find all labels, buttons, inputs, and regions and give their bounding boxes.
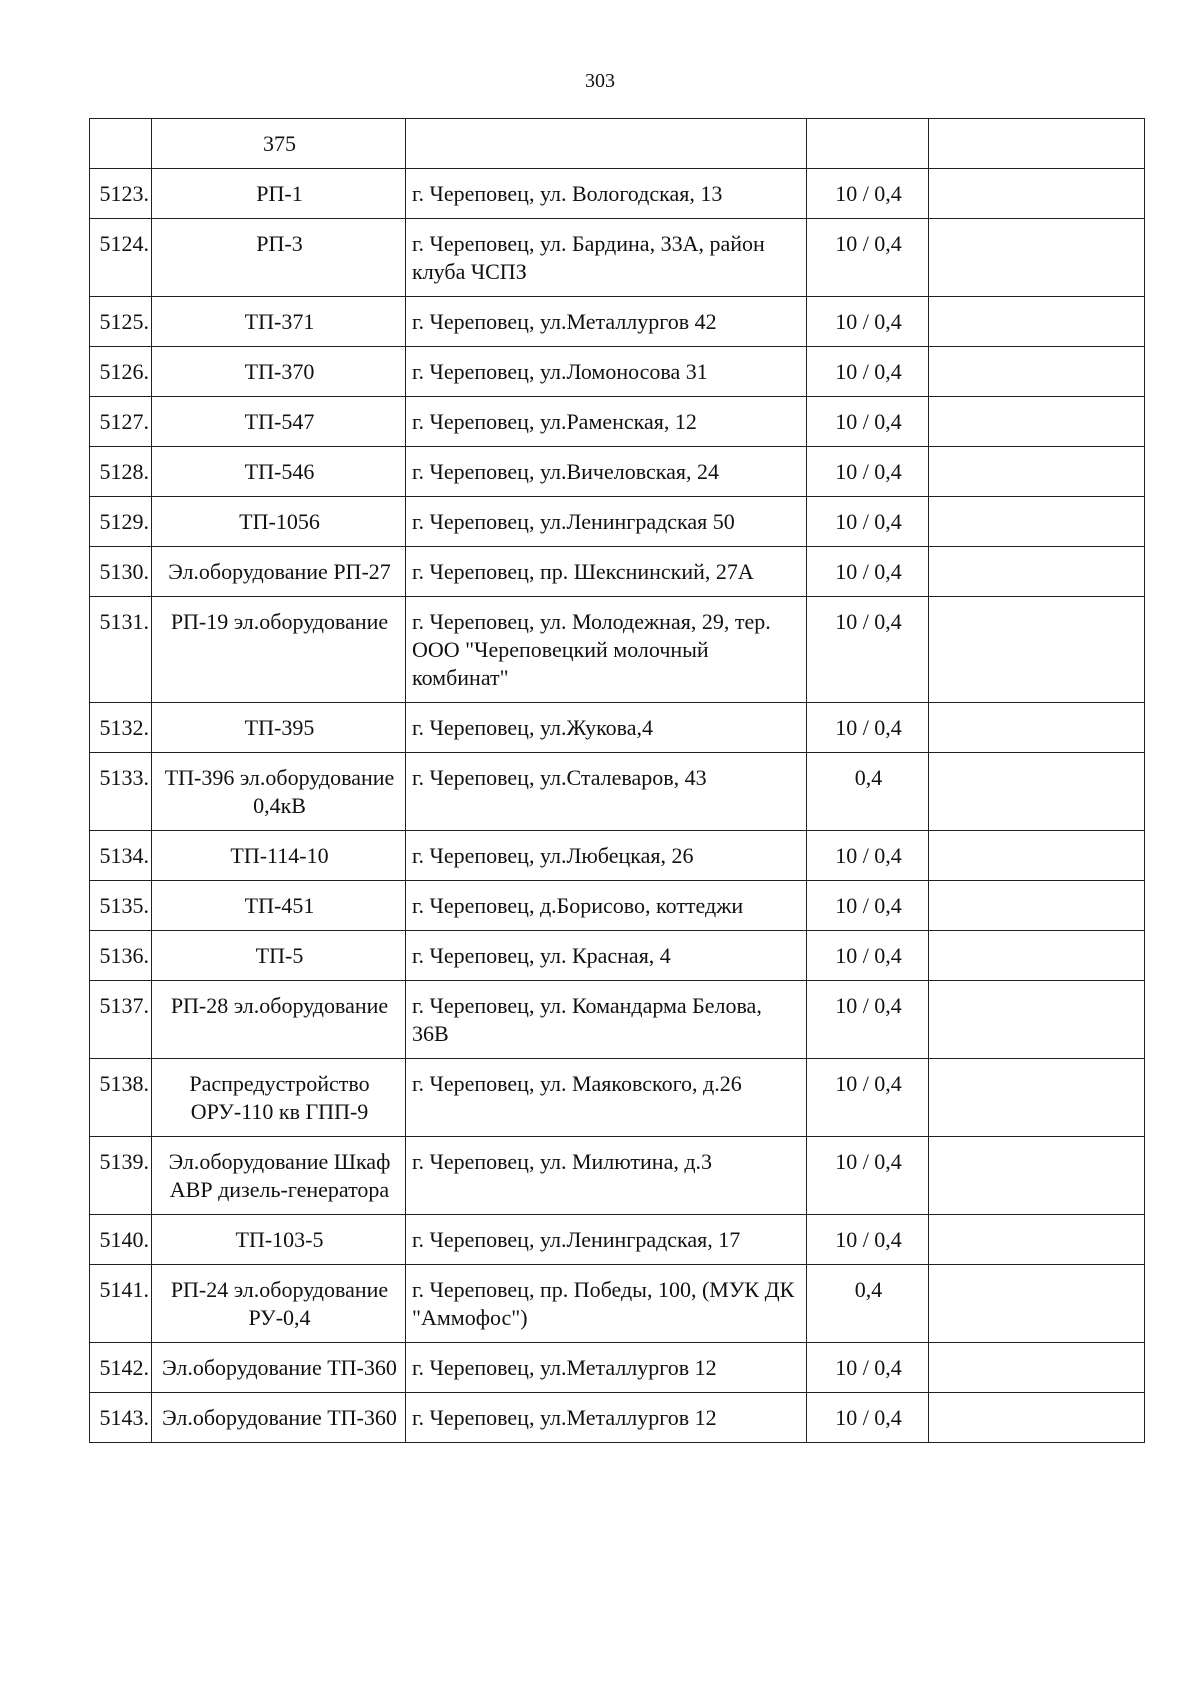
table-row [90,753,1145,831]
row-number-cell: 5135. [90,881,152,931]
table-row [90,447,1145,497]
note-cell [929,1059,1145,1137]
row-number-cell: 5126. [90,347,152,397]
row-number-cell: 5143. [90,1393,152,1443]
note-cell [929,119,1145,169]
voltage-cell: 10 / 0,4 [807,597,929,703]
table-row [90,703,1145,753]
object-name-cell: ТП-546 [152,447,406,497]
row-number-cell: 5128. [90,447,152,497]
voltage-cell: 10 / 0,4 [807,219,929,297]
address-cell: г. Череповец, ул. Вологодская, 13 [406,169,807,219]
object-name-cell: РП-1 [152,169,406,219]
table-row [90,1215,1145,1265]
object-name-cell: ТП-114-10 [152,831,406,881]
table-row [90,547,1145,597]
note-cell [929,981,1145,1059]
note-cell [929,169,1145,219]
object-name-cell: РП-28 эл.оборудование [152,981,406,1059]
object-name-cell: ТП-547 [152,397,406,447]
table-row [90,119,1145,169]
object-name-cell: ТП-1056 [152,497,406,547]
object-name-cell: ТП-370 [152,347,406,397]
object-name-cell: Эл.оборудование ТП-360 [152,1393,406,1443]
row-number-cell: 5137. [90,981,152,1059]
address-cell: г. Череповец, ул.Металлургов 42 [406,297,807,347]
note-cell [929,881,1145,931]
row-number-cell: 5141. [90,1265,152,1343]
row-number-cell: 5139. [90,1137,152,1215]
row-number-cell: 5127. [90,397,152,447]
address-cell: г. Череповец, ул. Маяковского, д.26 [406,1059,807,1137]
voltage-cell: 10 / 0,4 [807,1343,929,1393]
address-cell: г. Череповец, ул.Ленинградская 50 [406,497,807,547]
table-row [90,1059,1145,1137]
table-row [90,1137,1145,1215]
voltage-cell: 10 / 0,4 [807,1059,929,1137]
voltage-cell: 10 / 0,4 [807,347,929,397]
table-row [90,297,1145,347]
note-cell [929,1393,1145,1443]
table-row [90,931,1145,981]
object-name-cell: Распредустройство ОРУ-110 кв ГПП-9 [152,1059,406,1137]
address-cell: г. Череповец, ул.Раменская, 12 [406,397,807,447]
row-number-cell: 5130. [90,547,152,597]
address-cell: г. Череповец, ул. Бардина, 33А, район клуба ЧСПЗ [406,219,807,297]
row-number-cell: 5133. [90,753,152,831]
voltage-cell: 10 / 0,4 [807,547,929,597]
object-name-cell: ТП-396 эл.оборудование 0,4кВ [152,753,406,831]
voltage-cell: 10 / 0,4 [807,981,929,1059]
table-row [90,1343,1145,1393]
address-cell: г. Череповец, ул.Металлургов 12 [406,1393,807,1443]
table-row [90,597,1145,703]
row-number-cell: 5132. [90,703,152,753]
object-name-cell: РП-3 [152,219,406,297]
row-number-cell: 5140. [90,1215,152,1265]
note-cell [929,1137,1145,1215]
table-row [90,831,1145,881]
object-name-cell: РП-19 эл.оборудование [152,597,406,703]
table-row [90,219,1145,297]
address-cell: г. Череповец, ул.Любецкая, 26 [406,831,807,881]
table-row [90,1265,1145,1343]
note-cell [929,1265,1145,1343]
object-name-cell: Эл.оборудование Шкаф АВР дизель-генератора [152,1137,406,1215]
row-number-cell: 5129. [90,497,152,547]
note-cell [929,547,1145,597]
table-row [90,1393,1145,1443]
table-row [90,397,1145,447]
address-cell [406,119,807,169]
object-name-cell: 375 [152,119,406,169]
note-cell [929,497,1145,547]
voltage-cell: 10 / 0,4 [807,1137,929,1215]
object-name-cell: Эл.оборудование ТП-360 [152,1343,406,1393]
row-number-cell: 5142. [90,1343,152,1393]
address-cell: г. Череповец, ул.Металлургов 12 [406,1343,807,1393]
voltage-cell: 10 / 0,4 [807,447,929,497]
row-number-cell: 5131. [90,597,152,703]
note-cell [929,447,1145,497]
address-cell: г. Череповец, ул.Ленинградская, 17 [406,1215,807,1265]
object-name-cell: ТП-371 [152,297,406,347]
address-cell: г. Череповец, ул.Ломоносова 31 [406,347,807,397]
voltage-cell: 10 / 0,4 [807,297,929,347]
address-cell: г. Череповец, пр. Шекснинский, 27А [406,547,807,597]
object-name-cell: ТП-5 [152,931,406,981]
voltage-cell: 10 / 0,4 [807,397,929,447]
table-row [90,497,1145,547]
voltage-cell: 10 / 0,4 [807,1393,929,1443]
object-name-cell: ТП-451 [152,881,406,931]
table-row [90,881,1145,931]
address-cell: г. Череповец, ул. Командарма Белова, 36В [406,981,807,1059]
row-number-cell: 5123. [90,169,152,219]
voltage-cell: 10 / 0,4 [807,703,929,753]
address-cell: г. Череповец, ул.Сталеваров, 43 [406,753,807,831]
table-body [90,119,1145,1443]
address-cell: г. Череповец, ул.Вичеловская, 24 [406,447,807,497]
note-cell [929,753,1145,831]
object-name-cell: ТП-103-5 [152,1215,406,1265]
address-cell: г. Череповец, ул. Милютина, д.3 [406,1137,807,1215]
voltage-cell: 10 / 0,4 [807,169,929,219]
voltage-cell: 10 / 0,4 [807,831,929,881]
address-cell: г. Череповец, д.Борисово, коттеджи [406,881,807,931]
table-row [90,169,1145,219]
address-cell: г. Череповец, ул.Жукова,4 [406,703,807,753]
object-name-cell: ТП-395 [152,703,406,753]
address-cell: г. Череповец, ул. Молодежная, 29, тер. ООО "Череповецкий молочный комбинат" [406,597,807,703]
note-cell [929,297,1145,347]
note-cell [929,219,1145,297]
object-name-cell: Эл.оборудование РП-27 [152,547,406,597]
page-number: 303 [585,70,615,92]
note-cell [929,597,1145,703]
row-number-cell: 5125. [90,297,152,347]
voltage-cell: 10 / 0,4 [807,1215,929,1265]
row-number-cell: 5134. [90,831,152,881]
note-cell [929,831,1145,881]
note-cell [929,347,1145,397]
note-cell [929,1343,1145,1393]
voltage-cell: 0,4 [807,1265,929,1343]
address-cell: г. Череповец, ул. Красная, 4 [406,931,807,981]
voltage-cell [807,119,929,169]
table-row [90,981,1145,1059]
voltage-cell: 10 / 0,4 [807,881,929,931]
table-row [90,347,1145,397]
row-number-cell: 5138. [90,1059,152,1137]
note-cell [929,1215,1145,1265]
row-number-cell: 5124. [90,219,152,297]
address-cell: г. Череповец, пр. Победы, 100, (МУК ДК "Аммофос") [406,1265,807,1343]
row-number-cell [90,119,152,169]
equipment-table [89,118,1145,1443]
voltage-cell: 10 / 0,4 [807,497,929,547]
object-name-cell: РП-24 эл.оборудование РУ-0,4 [152,1265,406,1343]
note-cell [929,397,1145,447]
note-cell [929,931,1145,981]
voltage-cell: 10 / 0,4 [807,931,929,981]
voltage-cell: 0,4 [807,753,929,831]
row-number-cell: 5136. [90,931,152,981]
note-cell [929,703,1145,753]
